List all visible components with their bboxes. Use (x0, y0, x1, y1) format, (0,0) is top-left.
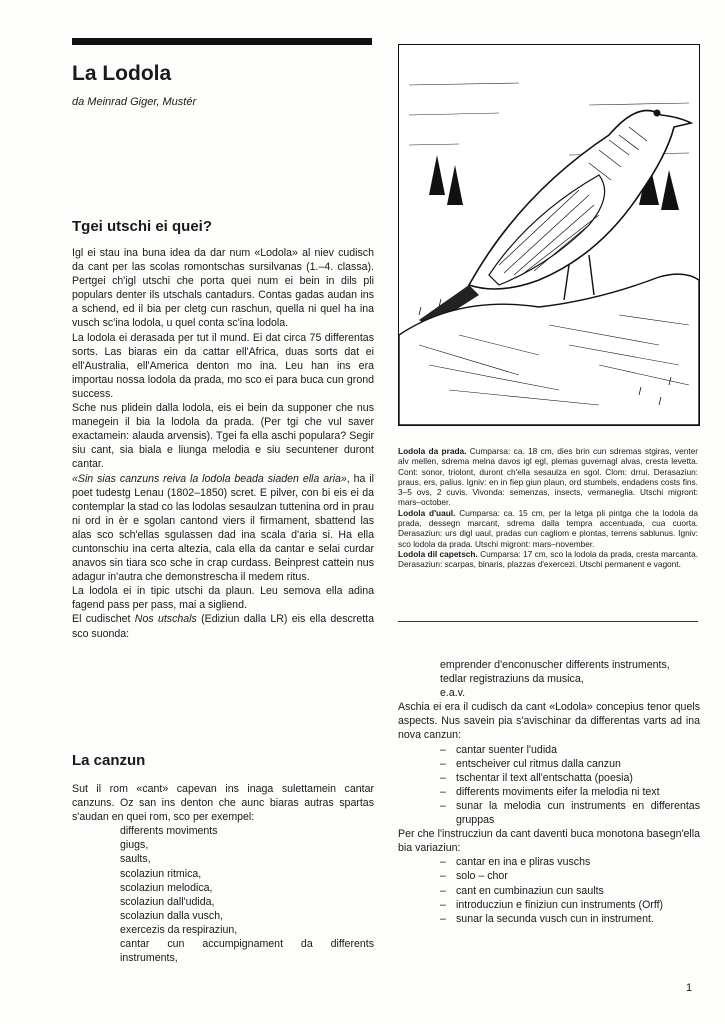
article-title: La Lodola (72, 62, 172, 85)
figure-caption (398, 446, 698, 570)
list-item: – sunar la secunda vusch cun in instrument. (440, 912, 700, 926)
song-intro: Sut il rom «cant» capevan ins inaga sulettamein cantar canzuns. Oz san ins denton che aunc biaras autras spartas s'audan en quei rom, sco per exempel: (72, 783, 374, 824)
paragraph: Sche nus plidein dalla lodola, eis ei bein da supponer che nus manegein il bia la lodola da prada. (Per tgi che vul saver exactamein: alauda arvensis). Tgei fa ella aschi populara? Segir siu cant, sia biala e liunga melodia e siu secuntener duront cantar. (72, 402, 374, 471)
list-item: e.a.v. (440, 687, 466, 700)
article-byline: da Meinrad Giger, Mustér (72, 96, 197, 108)
quote-continuation: , ha il poet tudestg Lenau (1802–1850) scret. E pilver, con bi eis ei da contemplar la stad co las lodolas sesaulzan tuttenina ord in prau ni ord in èr e sgolan cantond viers il firmament, sbattend las alas sco sch'ellas sgulassen dad ina scala d'aria si. Ha ella cuntonschiu ina certa altezia, cala ella da cantar e selai curdar anavos sin tiara sco sche in crap curdass. Beinprest cattein nus adagur in'autra che demonstrescha il medem ritus. (72, 472, 374, 584)
paragraph: La lodola ei derasada per tut il mund. Ei dat circa 75 differentas sorts. Las biaras ein da cattar ell'Africa, duas sorts dat ei ell'Australia, ell'America denton mo ina. Leu han ins era importau nossa lodola da prada, mo sco ei para buca cun grond success. (72, 331, 374, 400)
section-heading-song: La canzun (72, 752, 146, 769)
poet-quote: «Sin sias canzuns reiva la lodola beada siaden ella aria» (72, 472, 347, 485)
skylark-drawing (399, 45, 699, 425)
caption-entry: Lodola d'uaul. Cumparsa: ca. 15 cm, per la letga pli pintga che la lodola da prada, dessegn marcant, sdrema dalla tempra accentuada, cua cuorta. Derasaziun: urs digl uaul, pradas cun cagliom e plontas, terrens sablunus. Igniv: sco lodola da prada. Utschi migront: mars–november. (398, 507, 699, 549)
list-item: – cantar en ina e pliras vuschs (440, 855, 700, 869)
list-item: – solo – chor (440, 869, 700, 883)
list-item: – differents moviments eifer la melodia ni text (440, 785, 700, 799)
quote-paragraph (72, 472, 374, 585)
list-item: – cantar suenter l'udida (440, 743, 700, 757)
list-item: differents moviments (120, 825, 218, 838)
paragraph: Per che l'instrucziun da cant daventi buca monotona basegn'ella bia variaziun: (398, 828, 700, 855)
list-item: – entscheiver cul ritmus dalla canzun (440, 757, 700, 771)
example-list (72, 824, 374, 965)
list-item: cantar cun accumpignament da differents instruments, (120, 938, 374, 965)
page-number: 1 (686, 982, 693, 994)
list-item: – sunar la melodia cun instruments en differentas gruppas (440, 799, 700, 827)
example-list-continued (398, 658, 700, 700)
song-continuation (398, 658, 700, 926)
caption-entry: Lodola dil capetsch. Cumparsa: 17 cm, sco la lodola da prada, cresta marcanta. Derasaziun: scarpas, binaris, plazzas d'exercezi. Utschi permanent e vagont. (398, 548, 698, 570)
title-rule (72, 38, 372, 45)
list-item: scolaziun ritmica, (120, 867, 202, 880)
list-item: exercezis da respiraziun, (120, 923, 238, 936)
list-item: – tschentar il text all'entschatta (poesia) (440, 771, 700, 785)
list-item: – cant en cumbinaziun cun saults (440, 884, 700, 898)
list-item: tedlar registraziuns da musica, (440, 673, 584, 686)
caption-species: Lodola dil capetsch. (398, 548, 478, 559)
list-item: giugs, (120, 839, 149, 852)
list-item: saults, (120, 853, 151, 866)
list-item: – introducziun e finiziun cun instruments (Orff) (440, 898, 700, 912)
paragraph: Igl ei stau ina buna idea da dar num «Lodola» al niev cudisch da cant per las scolas romontschas sursilvanas (1.–4. classa). Pertgei ch'igl utschi che porta quei num ei bein in dils pli populars denter ils utschals cantadurs. Contas gadas audan ins a schend, ed il bia per cletg cun raschun, quella ni quel ha ina vusch sc'ina lodola, u quel conta sc'ina lodola. (72, 247, 374, 330)
approach-list (398, 743, 700, 828)
caption-species: Lodola d'uaul. (398, 507, 456, 518)
section-heading-bird: Tgei utschi ei quei? (72, 218, 213, 235)
list-item: scolaziun melodica, (120, 881, 213, 894)
caption-entry: Lodola da prada. Cumparsa: ca. 18 cm, dies brin cun sdremas stgiras, venter alv mellen, sdrema melna davos igl egl, plemas guvernagl alvas, cresta levetta. Cont: sonor, triolont, duront ch'ella sesaulza en sgol. Clom: drrui. Derasaziun: praus, ers, palius. Igniv: en in fiep giun plaun, ord stumbels, endadens costs fins. 3–5 ovs, 2 cuvis. Vivonda: semenzas, insects, vermaneglia. Utschi migront: mars–october. (398, 446, 698, 508)
list-item: scolaziun dalla vusch, (120, 909, 224, 922)
closing-paragraph: El cudischet Nos utschals (Ediziun dalla LR) eis ella descretta sco suonda: (72, 613, 374, 640)
skylark-illustration (398, 44, 700, 426)
list-item: emprender d'enconuscher differents instruments, (440, 659, 670, 671)
column-divider (398, 621, 698, 622)
caption-species: Lodola da prada. (398, 446, 467, 456)
paragraph: Aschia ei era il cudisch da cant «Lodola» concepius tenor quels aspects. Nus savein pia s'avischinar da differentas varts ad ina nova canzun: (398, 701, 700, 742)
paragraph: La lodola ei in tipic utschi da plaun. Leu semova ella adina fagend pass per pass, mai a sigliend. (72, 585, 374, 612)
section-body-bird (72, 246, 374, 641)
book-title: Nos utschals (134, 613, 197, 626)
list-item: scolaziun dall'udida, (120, 895, 215, 908)
section-body-song (72, 782, 374, 965)
variation-list (398, 855, 700, 925)
